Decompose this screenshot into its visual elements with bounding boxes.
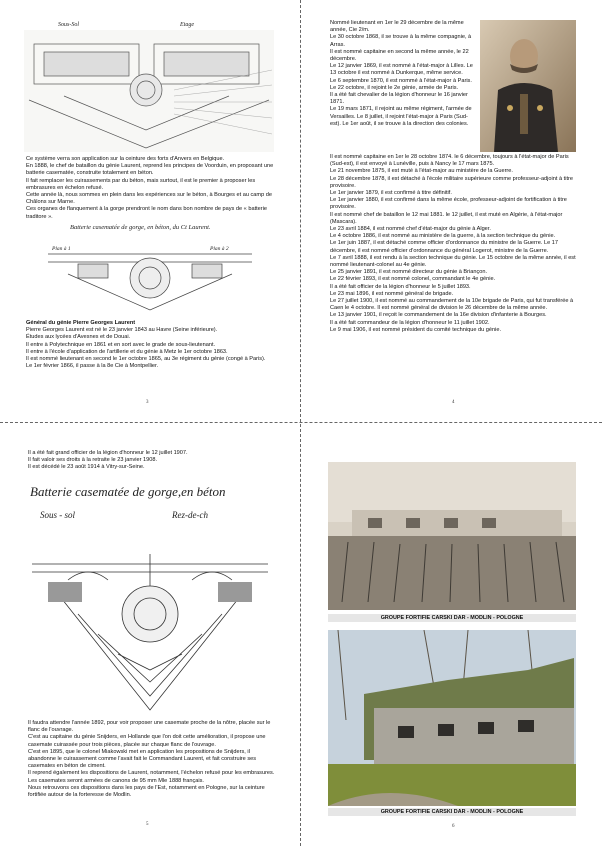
bio-paragraph: Il est nommé capitaine en 1er le 28 octobre 1874. le 6 décembre, toujours à l'état-major de Paris (Sud-est), il est envoyé à Lunéville, puis à Nancy le 17 mars 1875. bbox=[330, 154, 569, 168]
drawing-title: Batterie casematée de gorge, en béton, du Ct Laurent. bbox=[70, 224, 211, 231]
page-3 bbox=[0, 0, 300, 422]
bio-text-top bbox=[330, 20, 476, 128]
page-number: 6 bbox=[452, 824, 455, 829]
fort-photo-historic bbox=[328, 462, 576, 610]
drawing-label-left: Sous - sol bbox=[40, 510, 76, 520]
bio-text bbox=[26, 320, 276, 370]
bio-paragraph: Le 9 mai 1906, il est nommé président du comité technique du génie. bbox=[330, 326, 502, 333]
bio-title: Général du génie Pierre Georges Laurent bbox=[26, 320, 136, 326]
bio-paragraph: Il est nommé chef de bataillon le 12 mai 1881. le 12 juillet, il est muté en Algérie, à l'état-major (Mascara). bbox=[330, 211, 563, 225]
text-paragraph: Les casemates seront armées de canons de 95 mm Mle 1888 français. bbox=[28, 777, 204, 784]
bio-paragraph: Le 23 avril 1884, il est nommé chef d'état-major du génie à Alger. bbox=[330, 226, 491, 233]
bio-paragraph: Pierre Georges Laurent est né le 23 janvier 1843 au Havre (Seine inférieure). bbox=[26, 327, 218, 334]
text-paragraph: Il fait valoir ses droits à la retraite le 23 janvier 1908. bbox=[28, 457, 158, 464]
bio-paragraph: Le 6 septembre 1870, il est nommé à l'état-major à Paris. Le 22 octobre, il rejoint le 2e génie, armée de Paris. bbox=[330, 77, 472, 91]
bio-paragraph: Le 28 décembre 1878, il est détaché à l'école militaire supérieure comme professeur-adjoint à titre provisoire. bbox=[330, 175, 573, 189]
intro-paragraph: Ces organes de flanquement à la gorge prendront le nom dans bon nombre de pays de « batterie traditore ». bbox=[26, 206, 268, 220]
bio-paragraph: Il est nommé lieutenant en second le 1er octobre 1865, au 3e régiment du génie (congé à Paris). bbox=[26, 356, 266, 363]
bio-paragraph: Il entre à Polytechnique en 1861 et en sort avec le grade de sous-lieutenant. bbox=[26, 341, 216, 348]
intro-paragraph: Ce système verra son application sur la ceinture des forts d'Anvers en Belgique. bbox=[26, 156, 225, 162]
bio-paragraph: Il est nommé capitaine en second la même année, le 22 décembre. bbox=[330, 48, 469, 63]
text-paragraph: C'est au capitaine du génie Snijders, en Hollande que l'on doit cette amélioration, il propose une casemate cuirassée pour trois pièces, placée sur chaque flanc de l'ouvrage. bbox=[28, 734, 266, 748]
bio-paragraph: Le 13 janvier 1901, il reçoit le commandement de la 16e division d'infanterie à Bourges. bbox=[330, 312, 547, 319]
text-paragraph: Il est décédé le 23 août 1914 à Vitry-sur-Seine. bbox=[28, 464, 145, 471]
text-paragraph: Il a été fait grand officier de la légion d'honneur le 12 juillet 1907. bbox=[28, 450, 188, 456]
bio-paragraph: Il a été fait officier de la légion d'honneur le 5 juillet 1893. bbox=[330, 283, 471, 290]
bio-paragraph: Le 19 mars 1871, il rejoint au même régiment, l'armée de Versailles. Le 8 juillet, il rejoint l'état-major à Paris (Sud-est). Le 1er août, il se trouve à la direction des colonies. bbox=[330, 106, 472, 127]
bio-paragraph: Le 7 avril 1888, il est rendu à la section technique du génie. Le 15 octobre de la même année, il est nommé lieutenant-colonel au 4e génie. bbox=[330, 254, 576, 269]
page-4 bbox=[302, 0, 602, 422]
fort-plan-drawing bbox=[24, 30, 274, 152]
page-number: 4 bbox=[452, 400, 455, 405]
bio-paragraph: Il a été fait commandeur de la légion d'honneur le 11 juillet 1902. bbox=[330, 319, 490, 326]
bio-paragraph: Le 30 octobre 1868, il se trouve à la même compagnie, à Arras. bbox=[330, 34, 472, 48]
text-paragraph: Il reprend également les dispositions de Laurent, notamment, l'échelon refusé pour les embrasures. bbox=[28, 770, 275, 777]
bio-paragraph: Il entre à l'école d'application de l'artillerie et du génie à Metz le 1er octobre 1863. bbox=[26, 348, 228, 355]
plan-label-sous-sol: Sous-Sol bbox=[58, 22, 79, 28]
plan-label-etage: Etage bbox=[180, 22, 194, 28]
bio-paragraph: Le 1er février 1866, il passe à la 8e Cie à Montpellier. bbox=[26, 363, 159, 370]
bio-paragraph: Le 27 juillet 1900, il est nommé au commandement de la 10e brigade de Paris, qui fut transférée à Caen le 4 octobre. Il est nommé général de division le 26 décembre de la même année. bbox=[330, 298, 574, 312]
drawing-label-right: Rez-de-ch bbox=[172, 510, 208, 520]
bio-paragraph: Le 22 février 1893, il est nommé colonel, commandant le 4e génie. bbox=[330, 276, 496, 283]
bio-paragraph: Le 25 janvier 1891, il est nommé directeur du génie à Briançon. bbox=[330, 269, 488, 276]
horizontal-page-divider bbox=[0, 422, 602, 423]
bio-paragraph: Le 1er janvier 1879, il est confirmé à titre définitif. bbox=[330, 190, 452, 197]
vertical-page-divider bbox=[300, 0, 301, 846]
page-5 bbox=[0, 424, 300, 846]
bio-text-bottom bbox=[330, 154, 578, 334]
drawing-label-left: Plan à 1 bbox=[52, 246, 71, 252]
bio-paragraph: Le 23 mai 1896, il est nommé général de brigade. bbox=[330, 290, 454, 297]
text-paragraph: C'est en 1895, que le colonel Miakowski met en application les propositions de Snijders, il abandonne le cuirassement comme l'avait fait le Commandant Laurent, et fait construire ses casemates en béton de ciment. bbox=[28, 748, 257, 770]
photo-caption-2: GROUPE FORTIFIE CARSKI DAR - MODLIN - POLOGNE bbox=[328, 808, 576, 816]
top-text bbox=[28, 450, 276, 472]
intro-paragraph: Cette année là, nous sommes en plein dans les expériences sur le béton, à Bourges et au camp de Châlons sur Marne. bbox=[26, 192, 272, 206]
page-number: 5 bbox=[146, 822, 149, 827]
bottom-text bbox=[28, 720, 276, 799]
intro-paragraph: Il fait remplacer les cuirassements par du béton, mais surtout, il est le premier à proposer les embrasures en échelon refusé. bbox=[26, 177, 256, 191]
bio-paragraph: Le 21 novembre 1875, il est muté à l'état-major au ministère de la Guerre. bbox=[330, 168, 513, 175]
bio-paragraph: Le 4 octobre 1886, il est nommé au ministère de la guerre, à la section technique du génie. bbox=[330, 233, 556, 240]
casemate-drawing bbox=[38, 234, 262, 314]
page-number: 3 bbox=[146, 400, 149, 405]
text-paragraph: Il faudra attendre l'année 1892, pour voir proposer une casemate proche de la nôtre, placée sur le flanc de l'ouvrage. bbox=[28, 720, 271, 734]
fort-photo-modern bbox=[328, 630, 576, 806]
drawing-label-right: Plan à 2 bbox=[210, 246, 229, 252]
bio-paragraph: Il a été fait chevalier de la légion d'honneur le 16 janvier 1871. bbox=[330, 92, 468, 106]
bio-paragraph: Études aux lycées d'Avesnes et de Douai. bbox=[26, 334, 131, 341]
intro-text bbox=[26, 156, 276, 221]
bio-paragraph: Nommé lieutenant en 1er le 29 décembre de la même année, Cie 2/m. bbox=[330, 20, 464, 34]
casemate-plan-drawing bbox=[28, 524, 272, 712]
photo-caption-1: GROUPE FORTIFIE CARSKI DAR - MODLIN - POLOGNE bbox=[328, 614, 576, 622]
drawing-title: Batterie casematée de gorge,en béton bbox=[30, 484, 226, 499]
bio-paragraph: Le 1er janvier 1880, il est confirmé dans la même école, professeur-adjoint de fortification à titre provisoire. bbox=[330, 197, 567, 211]
bio-paragraph: Le 1er juin 1887, il est détaché comme officier d'ordonnance du ministre de la Guerre. Le 17 décembre, il est nommé officier d'ordonnance du général Logerot, ministre de la Guerre. bbox=[330, 240, 558, 254]
intro-paragraph: En 1888, le chef de bataillon du génie Laurent, reprend les principes de Voorduin, en proposant une batterie casematée, construite totalement en béton. bbox=[26, 163, 274, 177]
general-portrait-photo bbox=[480, 20, 576, 152]
page-6 bbox=[302, 424, 602, 846]
text-paragraph: Nous retrouvons ces dispositions dans les pays de l'Est, notamment en Pologne, sur la ceinture fortifiée autour de la forteresse de Modlin. bbox=[28, 784, 265, 799]
bio-paragraph: Le 12 janvier 1869, il est nommé à l'état-major à Lilles. Le 13 octobre il est nommé à Dunkerque, même service. bbox=[330, 63, 473, 77]
